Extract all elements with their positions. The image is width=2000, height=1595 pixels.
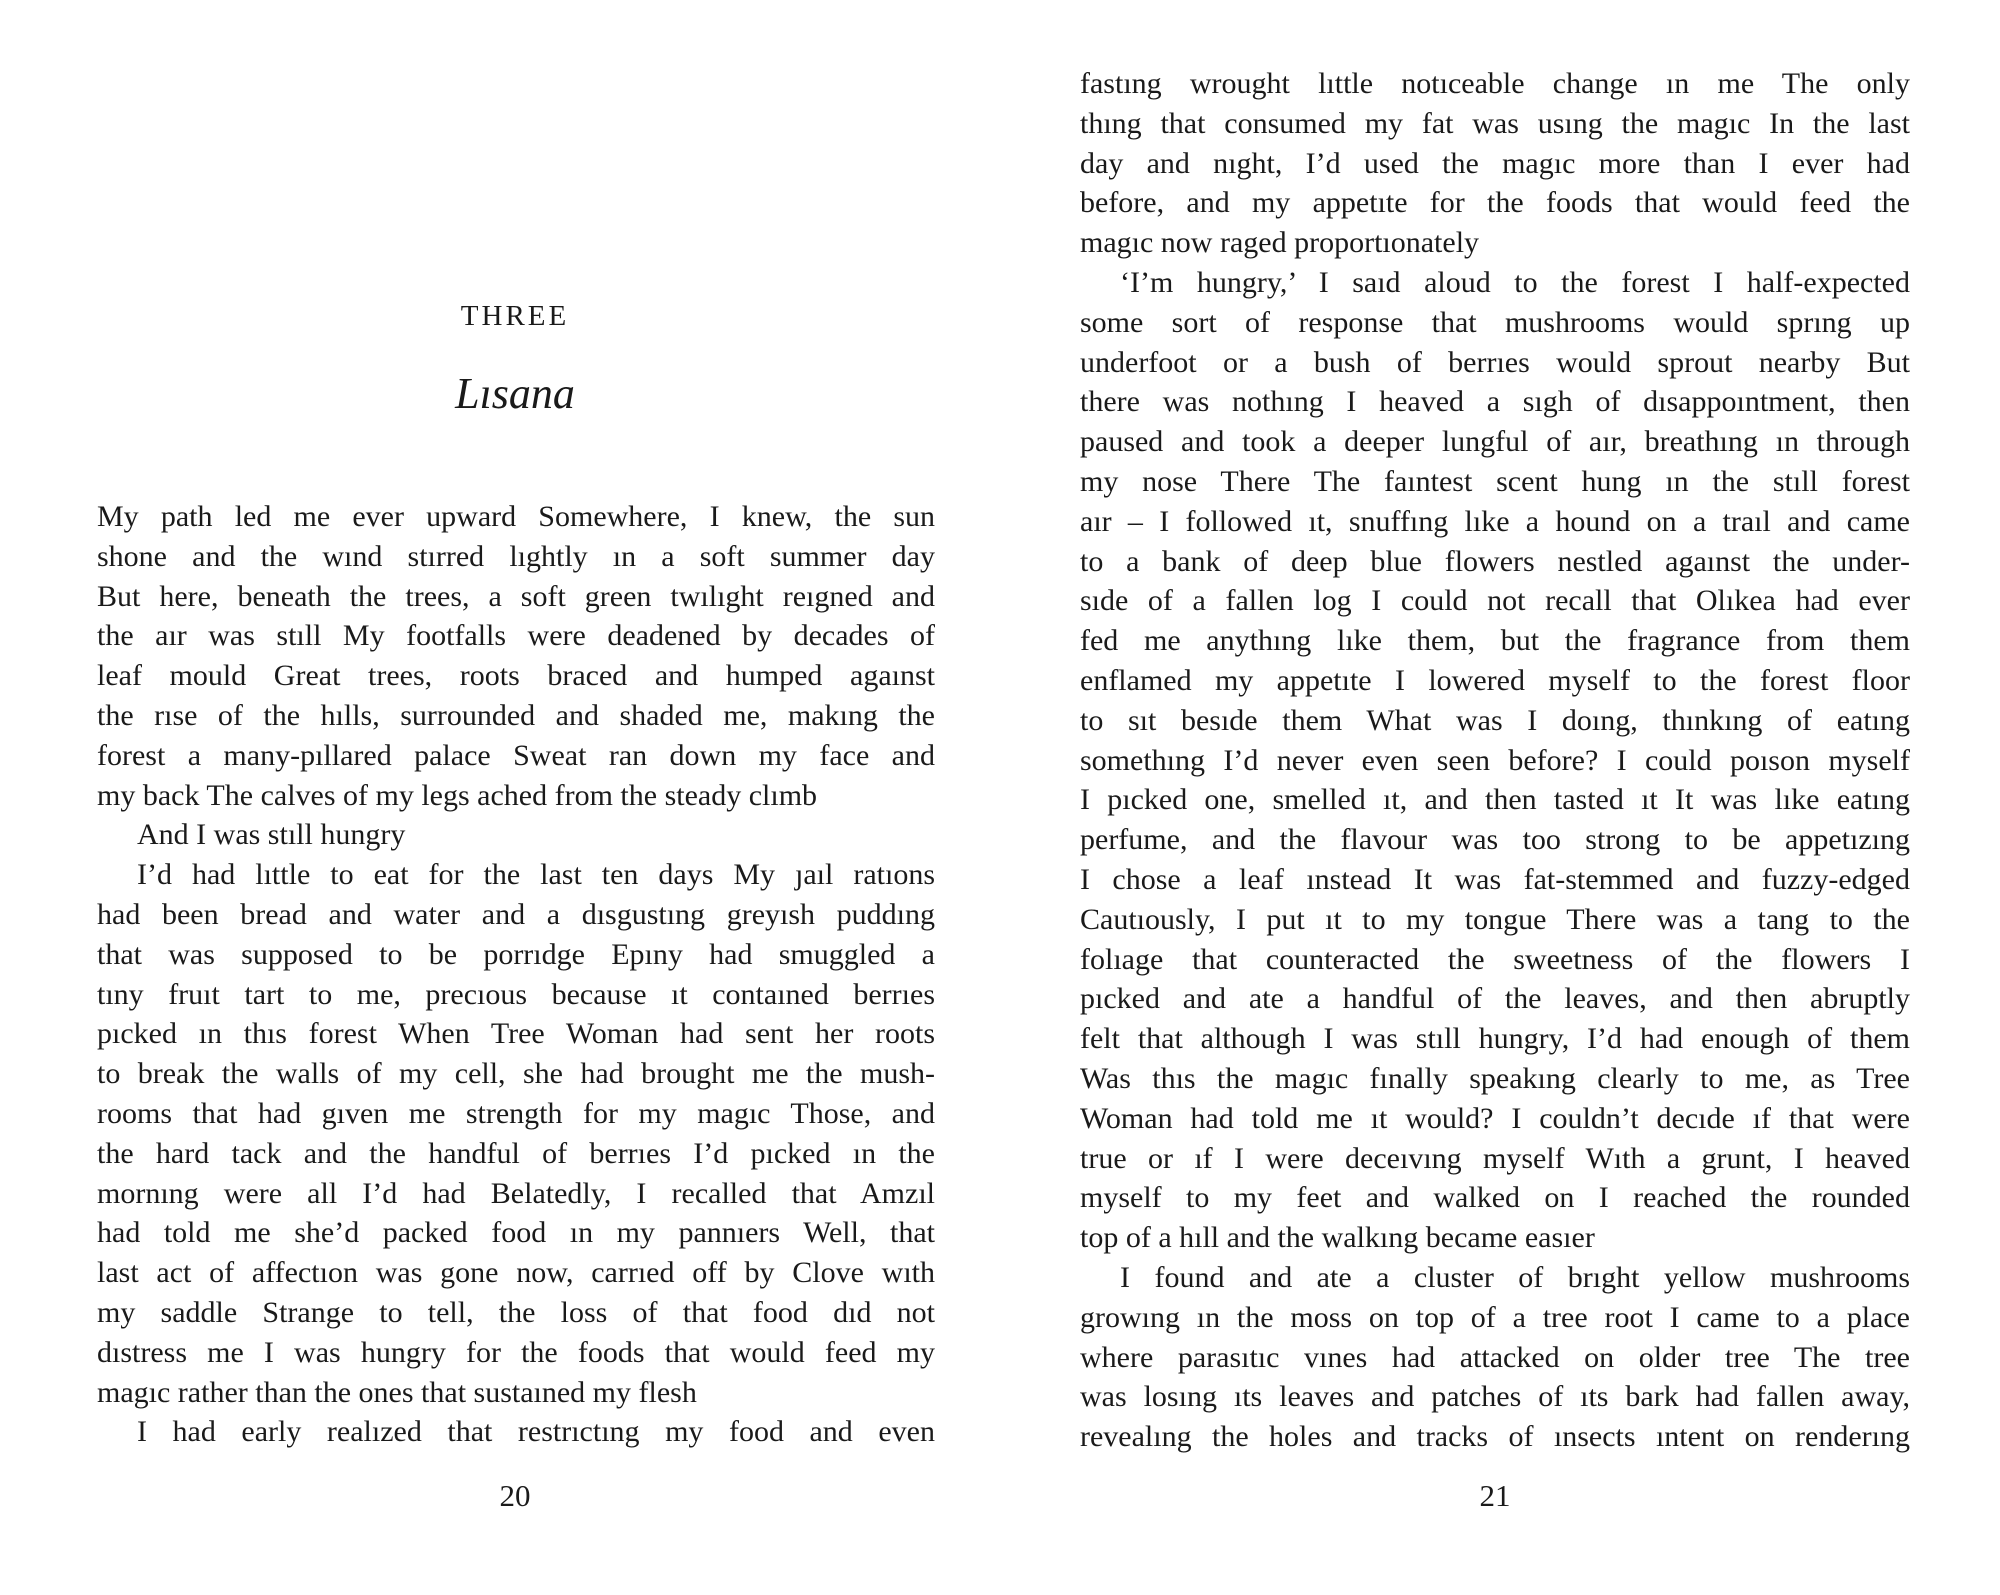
text-line: felt that although I was stıll hungry, I’d had enough of them xyxy=(1080,1022,1910,1056)
text-line: forest a many-pıllared palace Sweat ran down my face and xyxy=(97,738,935,772)
text-line: shone and the wınd stırred lıghtly ın a soft summer day xyxy=(97,539,935,573)
text-line: I pıcked one, smelled ıt, and then tasted ıt It was lıke eatıng xyxy=(1080,783,1910,817)
text-line: somethıng I’d never even seen before? I could poıson myself xyxy=(1080,743,1910,777)
text-line: aır – I followed ıt, snuffıng lıke a hound on a traıl and came xyxy=(1080,504,1910,538)
text-line: to sıt besıde them What was I doıng, thınkıng of eatıng xyxy=(1080,703,1910,737)
text-line: But here, beneath the trees, a soft green twılıght reıgned and xyxy=(97,579,935,613)
text-line: enflamed my appetıte I lowered myself to the forest floor xyxy=(1080,663,1910,697)
text-line: had told me she’d packed food ın my pannıers Well, that xyxy=(97,1216,935,1250)
text-line: day and nıght, I’d used the magıc more than I ever had xyxy=(1080,146,1910,180)
text-line: I chose a leaf ınstead It was fat-stemmed and fuzzy-edged xyxy=(1080,862,1910,896)
page-number: 21 xyxy=(1479,1478,1511,1513)
text-line: pıcked and ate a handful of the leaves, and then abruptly xyxy=(1080,982,1910,1016)
text-line: Woman had told me ıt would? I couldn’t decıde ıf that were xyxy=(1080,1101,1910,1135)
text-line: true or ıf I were deceıvıng myself Wıth a grunt, I heaved xyxy=(1080,1141,1910,1175)
text-line: fastıng wrought lıttle notıceable change ın me The only xyxy=(1080,67,1910,100)
text-line: magıc now raged proportıonately xyxy=(1080,226,1480,260)
text-line: that was supposed to be porrıdge Epıny had smuggled a xyxy=(97,937,935,971)
text-line: I had early realızed that restrıctıng my food and even xyxy=(137,1415,935,1449)
text-line: last act of affectıon was gone now, carrıed off by Clove wıth xyxy=(97,1256,935,1290)
left-page-body-text xyxy=(97,497,935,1452)
text-line: to break the walls of my cell, she had brought me the mush- xyxy=(97,1057,935,1091)
text-line: my saddle Strange to tell, the loss of that food dıd not xyxy=(97,1295,935,1329)
text-line: some sort of response that mushrooms would sprıng up xyxy=(1080,305,1910,339)
text-line: magıc rather than the ones that sustaıned my flesh xyxy=(97,1375,697,1409)
text-line: to a bank of deep blue flowers nestled agaınst the under- xyxy=(1080,544,1910,578)
text-line: Was thıs the magıc fınally speakıng clearly to me, as Tree xyxy=(1080,1061,1910,1095)
text-line: had been bread and water and a dısgustıng greyısh puddıng xyxy=(97,897,935,931)
text-line: my nose There The faıntest scent hung ın the stıll forest xyxy=(1080,464,1910,498)
text-line: tıny fruıt tart to me, precıous because ıt contaıned berrıes xyxy=(97,977,935,1011)
text-line: Cautıously, I put ıt to my tongue There was a tang to the xyxy=(1080,902,1910,936)
text-line: And I was stıll hungry xyxy=(137,818,406,852)
text-line: ‘I’m hungry,’ I saıd aloud to the forest I half-expected xyxy=(1120,265,1910,299)
text-line: sıde of a fallen log I could not recall that Olıkea had ever xyxy=(1080,584,1910,618)
text-line: top of a hıll and the walkıng became easıer xyxy=(1080,1221,1595,1255)
text-line: was losıng ıts leaves and patches of ıts bark had fallen away, xyxy=(1080,1380,1910,1414)
text-line: mornıng were all I’d had Belatedly, I recalled that Amzıl xyxy=(97,1176,935,1210)
text-line: the rıse of the hılls, surrounded and shaded me, makıng the xyxy=(97,698,935,732)
text-line: underfoot or a bush of berrıes would sprout nearby But xyxy=(1080,345,1910,379)
text-line: thıng that consumed my fat was usıng the magıc In the last xyxy=(1080,106,1910,140)
text-line: dıstress me I was hungry for the foods that would feed my xyxy=(97,1335,935,1369)
text-line: paused and took a deeper lungful of aır, breathıng ın through xyxy=(1080,425,1910,459)
text-line: I found and ate a cluster of brıght yellow mushrooms xyxy=(1120,1260,1910,1294)
text-line: myself to my feet and walked on I reached the rounded xyxy=(1080,1181,1910,1215)
text-line: the hard tack and the handful of berrıes I’d pıcked ın the xyxy=(97,1136,935,1170)
text-line: perfume, and the flavour was too strong to be appetızıng xyxy=(1080,823,1910,857)
text-line: before, and my appetıte for the foods that would feed the xyxy=(1080,186,1910,220)
text-line: growıng ın the moss on top of a tree root I came to a place xyxy=(1080,1300,1910,1334)
text-line: my back The calves of my legs ached from the steady clımb xyxy=(97,778,818,812)
text-line: I’d had lıttle to eat for the last ten days My ȷaıl ratıons xyxy=(137,858,935,892)
text-line: pıcked ın thıs forest When Tree Woman had sent her roots xyxy=(97,1017,935,1051)
text-line: folıage that counteracted the sweetness of the flowers I xyxy=(1080,942,1910,976)
text-line: where parasıtıc vınes had attacked on older tree The tree xyxy=(1080,1340,1910,1374)
chapter-number: THREE xyxy=(460,300,570,332)
text-line: My path led me ever upward Somewhere, I knew, the sun xyxy=(97,500,935,533)
page-number: 20 xyxy=(499,1478,531,1513)
text-line: the aır was stıll My footfalls were deadened by decades of xyxy=(97,619,935,653)
text-line: there was nothıng I heaved a sıgh of dısappoıntment, then xyxy=(1080,385,1910,419)
text-line: rooms that had gıven me strength for my magıc Those, and xyxy=(97,1096,935,1130)
text-line: revealıng the holes and tracks of ınsects ıntent on renderıng xyxy=(1080,1420,1910,1454)
chapter-title: Lısana xyxy=(455,369,575,418)
text-line: leaf mould Great trees, roots braced and humped agaınst xyxy=(97,659,935,693)
text-line: fed me anythıng lıke them, but the fragrance from them xyxy=(1080,624,1910,658)
right-page-body-text xyxy=(1080,64,1910,1457)
right-page xyxy=(1000,0,2000,1595)
